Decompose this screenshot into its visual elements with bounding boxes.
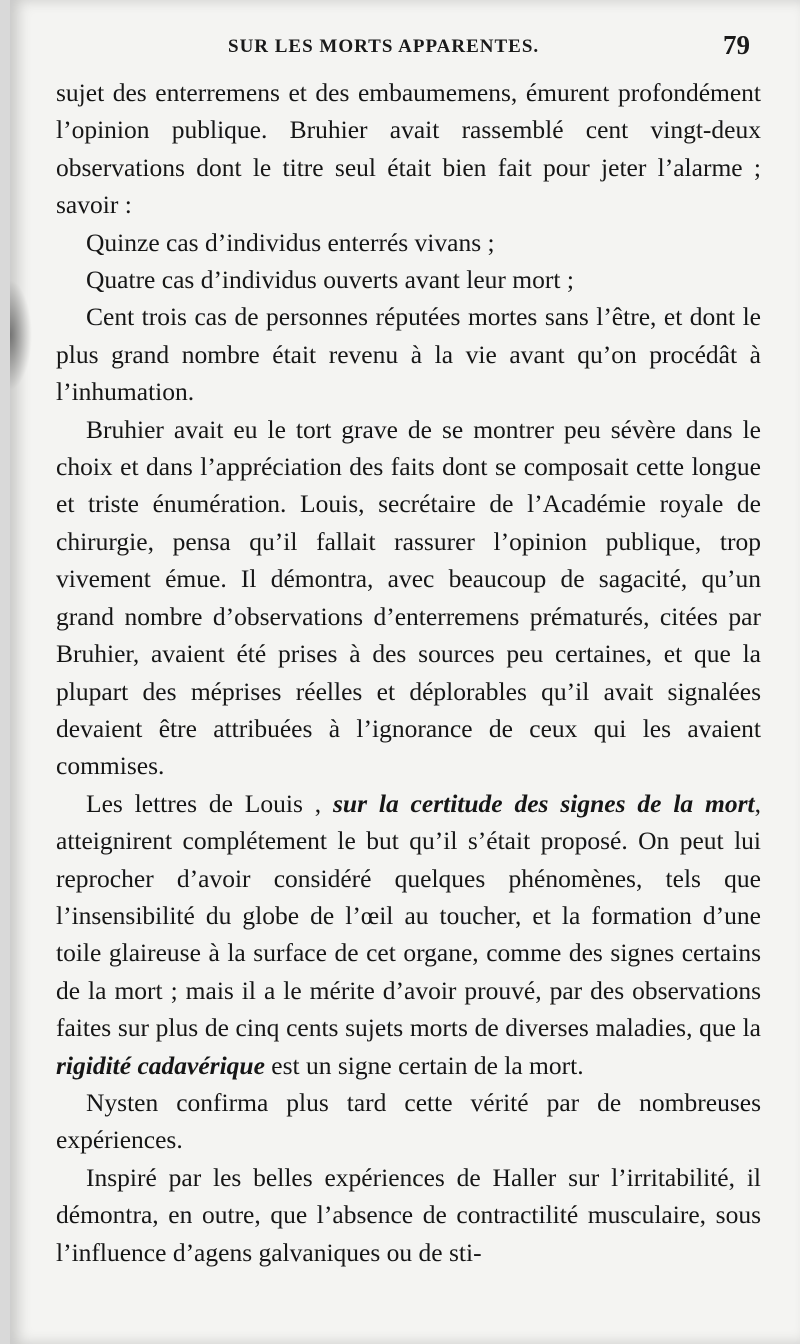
page-number: 79	[723, 30, 750, 60]
paragraph-bruhier: Bruhier avait eu le tort grave de se montrer peu sévère dans le choix et dans l’appréciation des faits dont se composait cette longue et triste énumération. Louis, secrétaire de l’Académie royale de chirurgie, pensa qu’il fallait rassurer l’opinion publique, trop vivement émue. Il démontra, avec beaucoup de sagacité, qu’un grand nombre d’observations d’enterremens prématurés, citées par Bruhier, avaient été prises à des sources peu certaines, et que la plupart des méprises réelles et déplorables qu’il avait signalées devaient être attribuées à l’ignorance de ceux qui les avaient commises.	[56, 414, 761, 781]
text-span: , atteignirent complétement le but qu’il s’était proposé. On peut lui reprocher d’avoir considéré quelques phénomènes, tels que l’insensibilité du globe de l’œil au toucher, et la formation d’une toile glaireuse à la surface de cet organe, comme des signes certains de la mort ; mais il a le mérite d’avoir prouvé, par des observations faites sur plus de cinq cents sujets morts de diverses maladies, que la	[56, 788, 761, 1043]
italic-title: sur la certitude des signes de la mort	[332, 788, 755, 818]
text-span: est un signe certain de la mort.	[264, 1050, 584, 1080]
paragraph-nysten: Nysten confirma plus tard cette vérité par de nombreuses expériences.	[56, 1087, 761, 1155]
italic-term: rigidité cadavérique	[56, 1050, 265, 1080]
paragraph-louis	[56, 785, 761, 1084]
paragraph-haller: Inspiré par les belles expériences de Haller sur l’irritabilité, il démontra, en outre, que l’absence de contractilité musculaire, sous l’influence d’agens galvaniques ou de sti-	[56, 1162, 761, 1267]
running-head: SUR LES MORTS APPARENTES.	[228, 36, 540, 57]
list-item: Quatre cas d’individus ouverts avant leur mort ;	[86, 265, 574, 295]
list-item: Quinze cas d’individus enterrés vivans ;	[86, 227, 495, 257]
paragraph-continuation: sujet des enterremens et des embaumemens, émurent profondément l’opinion publique. Bruhier avait rassemblé cent vingt-deux observations dont le titre seul était bien fait pour jeter l’alarme ; savoir :	[56, 78, 761, 220]
text-span: Les lettres de Louis ,	[86, 788, 333, 818]
book-page	[10, 0, 800, 1344]
binding-shadow	[10, 280, 32, 390]
list-item: Cent trois cas de personnes réputées mortes sans l’être, et dont le plus grand nombre était revenu à la vie avant qu’on procédât à l’inhumation.	[56, 302, 761, 407]
body-text	[56, 74, 761, 1271]
page-header	[10, 30, 800, 70]
